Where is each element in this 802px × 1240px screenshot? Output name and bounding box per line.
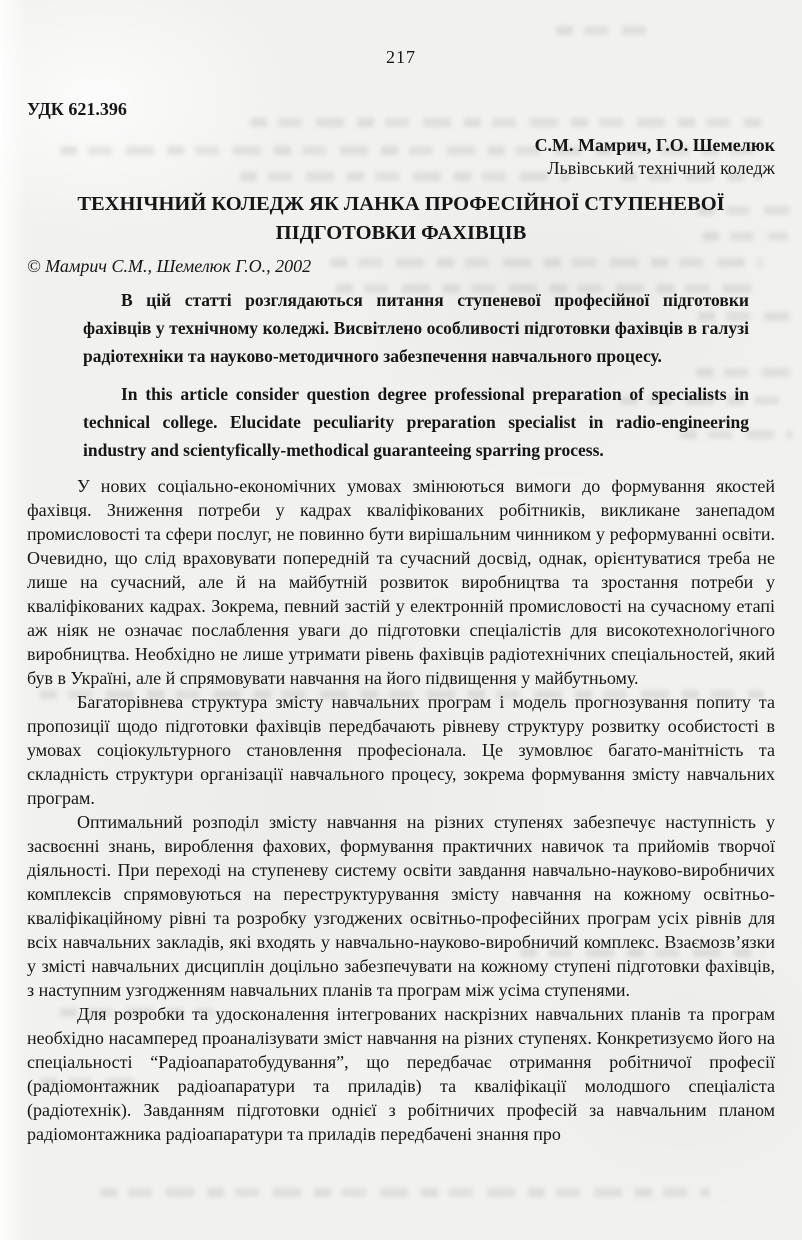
body-paragraph-2: Багаторівнева структура змісту навчальних програм і модель прогнозування попиту та пропозиції щодо підготовки фахівців передбачають рівневу структуру розвитку особистості в умовах соціокультурного становлення професіонала. Це зумовлює багато-манітність та складність структури організації навчального процесу, зокрема формування змісту навчальних програм. <box>27 692 775 808</box>
abstract-ukrainian: В цій статті розглядаються питання ступеневої професійної підготовки фахівців у технічному коледжі. Висвітлено особливості підготовки фахівців в галузі радіотехніки та науково-методичного забезпечення навчального процесу. <box>83 290 749 366</box>
affiliation-line: Львівський технічний коледж <box>547 158 775 178</box>
authors-line: С.М. Мамрич, Г.О. Шемелюк <box>534 135 775 155</box>
body-paragraph-1: У нових соціально-економічних умовах змінюються вимоги до формування якостей фахівця. Зниження потреби у кадрах кваліфікованих робітників, викликане занепадом промисловості та сфери послуг, не повинно бути вирішальним чинником у реформуванні освіти. Очевидно, що слід враховувати попередній та сучасний досвід, однак, орієнтуватися треба не лише на сучасний, але й на майбутній розвиток виробництва та зростання потреби у кваліфікованих кадрах. Зокрема, певний застій у електронній промисловості на сучасному етапі аж ніяк не означає послаблення уваги до підготовки спеціалістів для високотехнологічного виробництва. Необхідно не лише утримати рівень фахівців радіотехнічних спеціальностей, який був в Україні, але й спрямовувати навчання на його підвищення у майбутньому. <box>27 476 775 688</box>
article-title-line1: ТЕХНІЧНИЙ КОЛЕДЖ ЯК ЛАНКА ПРОФЕСІЙНОЇ СТУПЕНЕВОЇ <box>77 193 725 215</box>
abstract-english: In this article consider question degree professional preparation of specialists in technical college. Elucidate peculiarity preparation specialist in radio-engineering industry and scientyfically-methodical guaranteeing sparring process. <box>83 384 749 460</box>
byline <box>27 134 775 180</box>
body-paragraph-4: Для розробки та удосконалення інтегрованих наскрізних навчальних планів та програм необхідно насамперед проаналізувати зміст навчання на різних ступенях. Конкретизуємо його на спеціальності “Радіоапаратобудування”, що передбачає отримання робітничої професії (радіомонтажник радіоапаратури та приладів) та кваліфікації молодшого спеціаліста (радіотехнік). Завданням підготовки однієї з робітничих професій за навчальним планом радіомонтажника радіоапаратури та приладів передбачені знання про <box>27 1004 775 1144</box>
copyright-line: © Мамрич С.М., Шемелюк Г.О., 2002 <box>27 256 312 276</box>
article-title <box>27 190 775 248</box>
body-paragraph-3: Оптимальний розподіл змісту навчання на різних ступенях забезпечує наступність у засвоєнні знань, вироблення фахових, формування практичних навичок та прийомів творчої діяльності. При переході на ступеневу систему освіти завдання навчально-науково-виробничих комплексів спрямовуються на переструктурування змісту навчання на кожному освітньо-кваліфікаційному рівні та розробку узгоджених освітньо-професійних програм усіх рівнів для всіх навчальних закладів, які входять у навчально-науково-виробничий комплекс. Взаємозв’язки у змісті навчальних дисциплін доцільно забезпечувати на кожному ступені підготовки фахівців, з наступним узгодженням навчальних планів та програм між усіма ступенями. <box>27 812 775 1000</box>
article-title-line2: ПІДГОТОВКИ ФАХІВЦІВ <box>275 222 527 244</box>
udc-code: УДК 621.396 <box>27 99 127 119</box>
page-number: 217 <box>386 47 416 67</box>
